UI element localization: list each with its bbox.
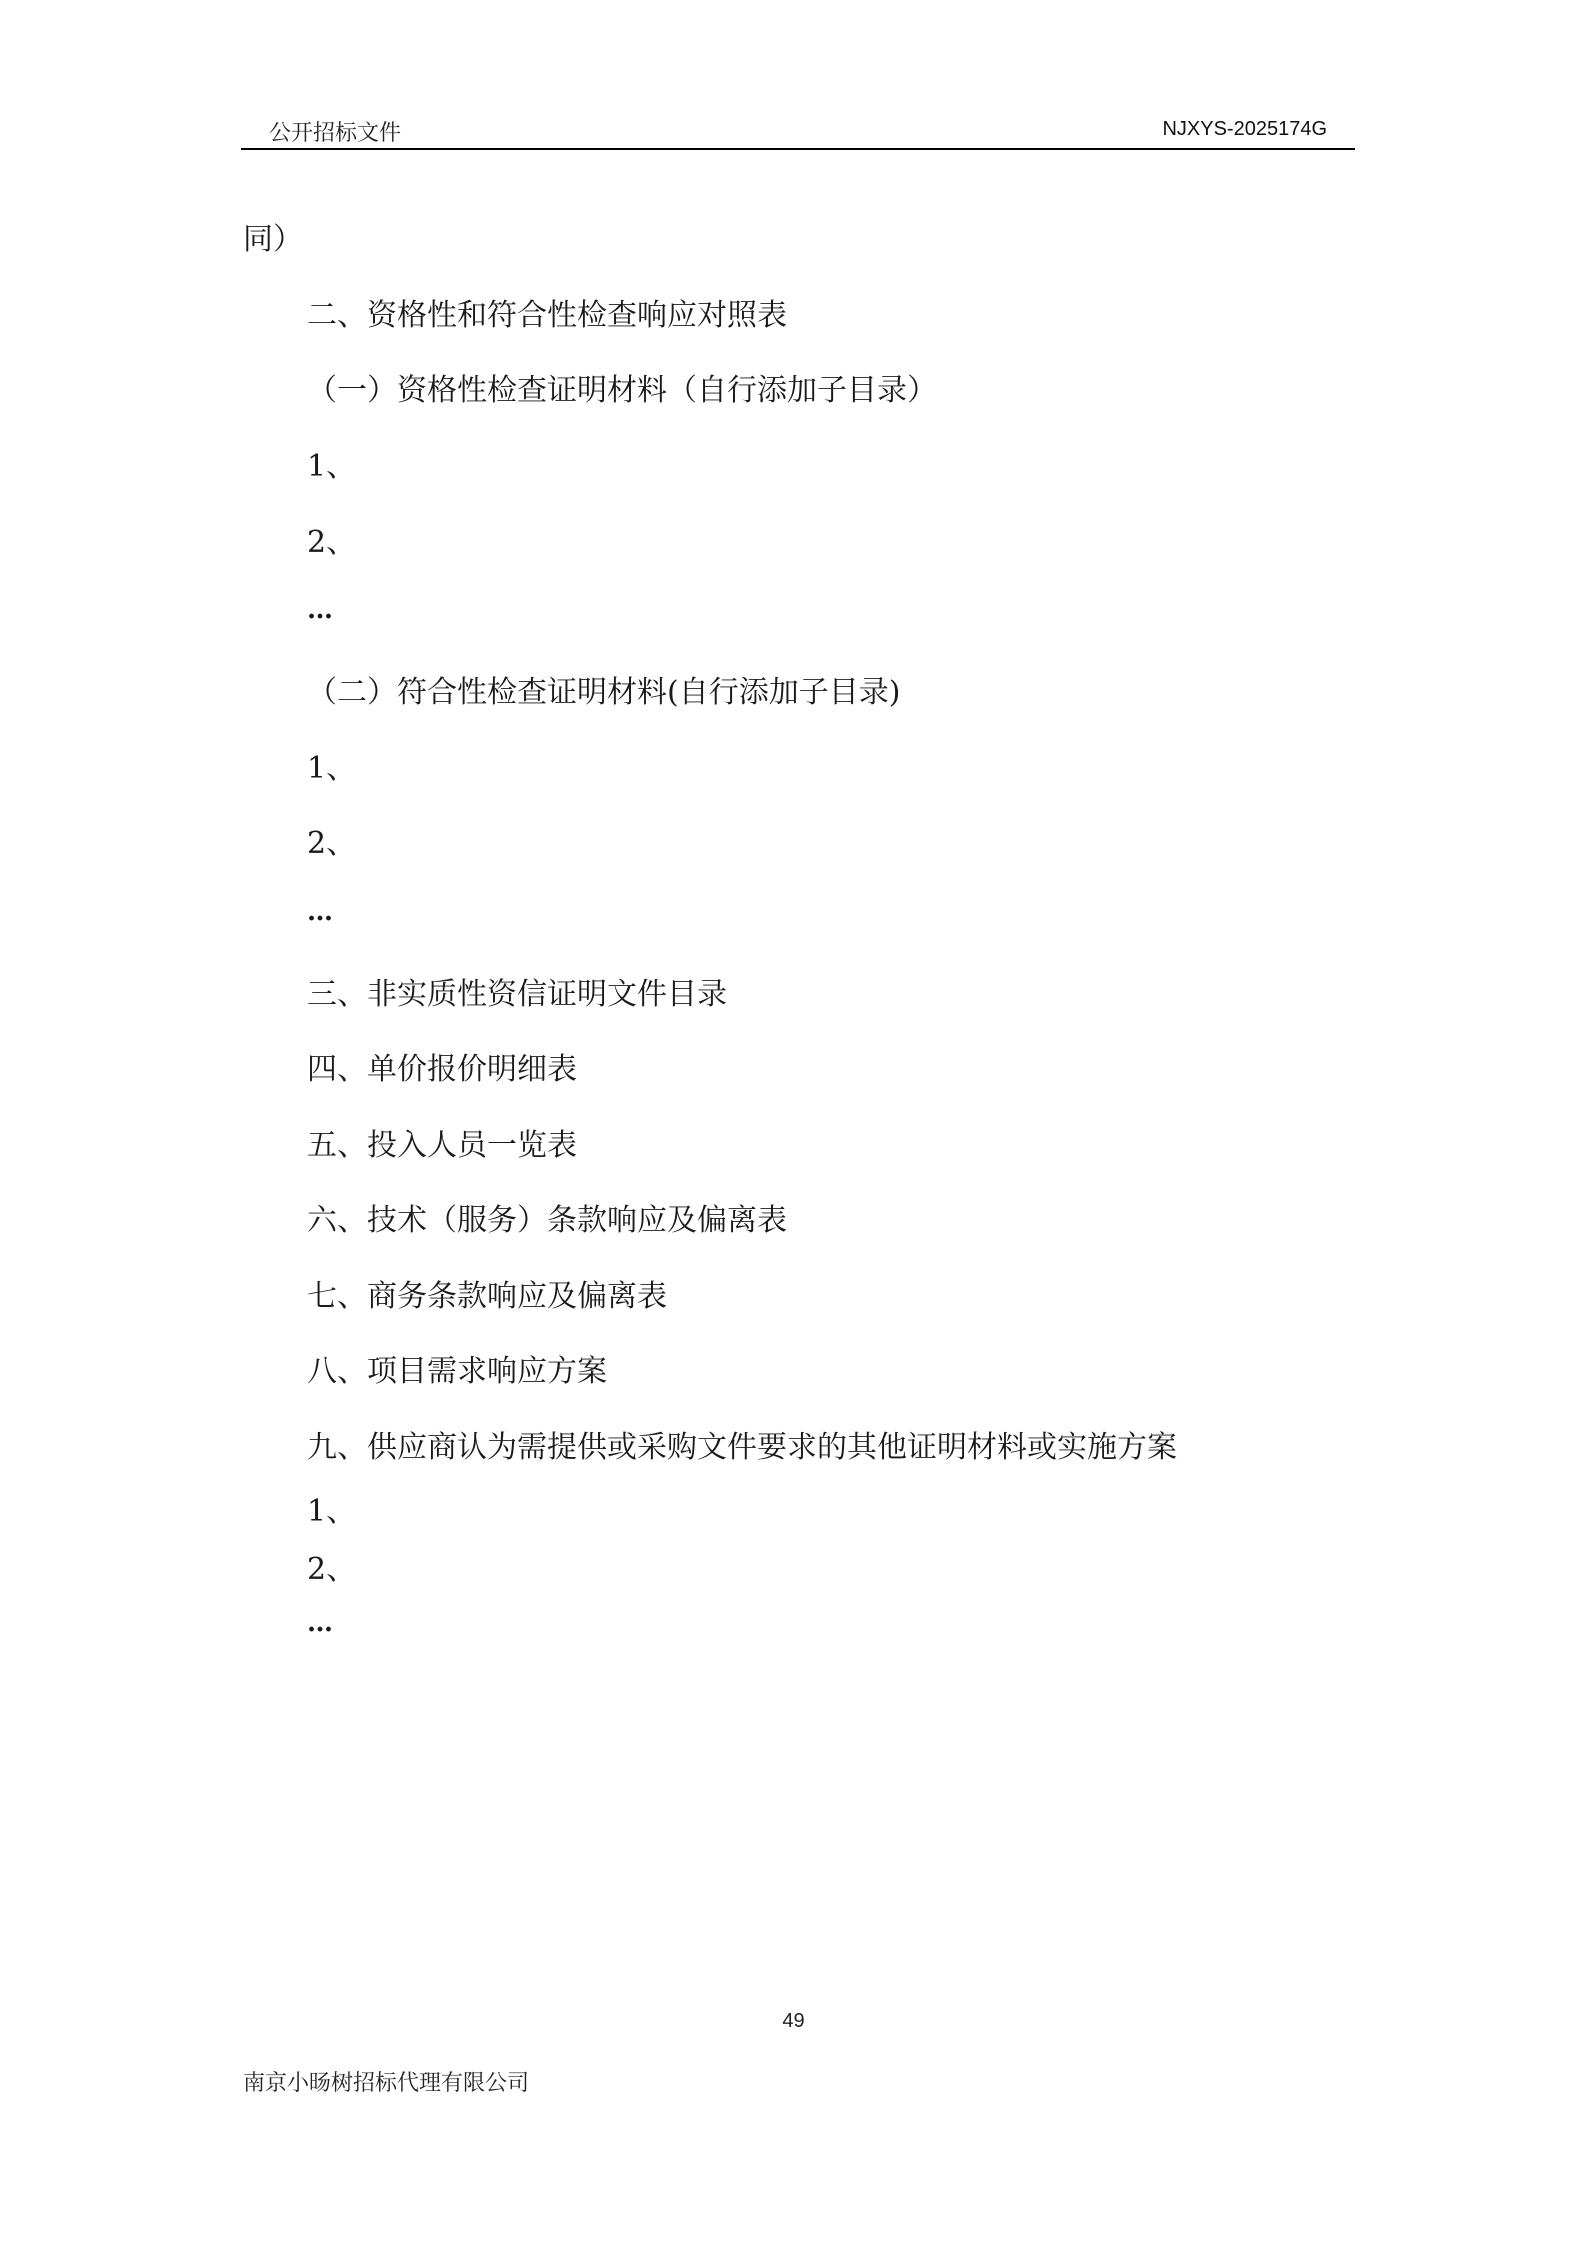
- subsection-1-ellipsis: …: [307, 595, 331, 625]
- section-9-item-1: 1、: [307, 1494, 357, 1529]
- section-5-title: 五、投入人员一览表: [307, 1128, 577, 1163]
- page-number: 49: [782, 2010, 805, 2032]
- footer-company-name: 南京小旸树招标代理有限公司: [243, 2071, 530, 2096]
- section-4-title: 四、单价报价明细表: [307, 1052, 577, 1087]
- subsection-1-title: （一）资格性检查证明材料（自行添加子目录）: [307, 373, 937, 408]
- subsection-2-item-2: 2、: [307, 826, 357, 861]
- section-9-ellipsis: …: [307, 1608, 331, 1638]
- section-8-title: 八、项目需求响应方案: [307, 1354, 607, 1389]
- section-9-title: 九、供应商认为需提供或采购文件要求的其他证明材料或实施方案: [307, 1430, 1177, 1465]
- subsection-1-item-2: 2、: [307, 525, 357, 560]
- subsection-2-title: （二）符合性检查证明材料(自行添加子目录): [307, 675, 901, 710]
- header-project-code: NJXYS-2025174G: [1162, 118, 1327, 140]
- section-9-item-2: 2、: [307, 1552, 357, 1587]
- continuation-text: 同）: [243, 222, 303, 257]
- subsection-2-item-1: 1、: [307, 751, 357, 786]
- section-2-title: 二、资格性和符合性检查响应对照表: [307, 298, 787, 333]
- header-doc-type: 公开招标文件: [269, 121, 402, 146]
- section-6-title: 六、技术（服务）条款响应及偏离表: [307, 1203, 787, 1238]
- section-7-title: 七、商务条款响应及偏离表: [307, 1279, 667, 1314]
- section-3-title: 三、非实质性资信证明文件目录: [307, 977, 727, 1012]
- subsection-1-item-1: 1、: [307, 449, 357, 484]
- page-header: [241, 108, 1355, 150]
- subsection-2-ellipsis: …: [307, 897, 331, 927]
